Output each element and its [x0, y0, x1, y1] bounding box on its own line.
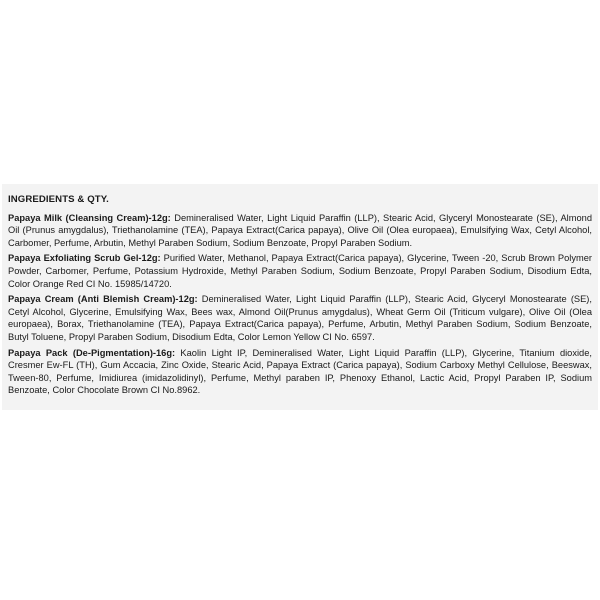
- entry-ingredients: Kaolin Light IP, Demineralised Water, Light Liquid Paraffin (LLP), Glycerine, Titanium dioxide, Cresmer Ew-FL (TH), Gum Accacia, Zinc Oxide, Stearic Acid, Papaya Extract (Carica papaya), Sodium Carboxy Methyl Cellulose, Beeswax, Tween-80, Perfume, Imidiurea (imidazolidinyl), Perfume, Methyl paraben IP, Phenoxy Ethanol, Lactic Acid, Propyl Paraben IP, Sodium Benzoate, Color Chocolate Brown CI No.8962.: [8, 347, 592, 396]
- entry-papaya-scrub-gel: [8, 252, 592, 290]
- entry-name: Papaya Exfoliating Scrub Gel-12g:: [8, 253, 161, 264]
- ingredients-label: [2, 184, 598, 410]
- entry-ingredients: Purified Water, Methanol, Papaya Extract(Carica papaya), Glycerine, Tween -20, Scrub Brown Polymer Powder, Carbomer, Perfume, Potassium Hydroxide, Methyl Paraben Sodium, Sodium Benzoate, Propyl Paraben Sodium, Disodium Edta, Color Orange Red CI No. 15985/14720.: [8, 253, 592, 289]
- entry-ingredients: Demineralised Water, Light Liquid Paraffin (LLP), Stearic Acid, Glyceryl Monostearate (SE), Almond Oil (Prunus amygdalus), Triethanolamine (TEA), Papaya Extract(Carica papaya), Olive Oil (Olea europaea), Emulsifying Wax, Cetyl Alcohol, Carbomer, Perfume, Arbutin, Methyl Paraben Sodium, Sodium Benzoate, Propyl Paraben Sodium.: [8, 212, 593, 248]
- entry-ingredients: Demineralised Water, Light Liquid Paraffin (LLP), Stearic Acid, Glyceryl Monostearate (SE), Cetyl Alcohol, Glycerine, Emulsifying Wax, Bees wax, Almond Oil(Prunus amygdalus), Wheat Germ Oil (Triticum vulgare), Olive Oil (Olea europaea), Borax, Triethanolamine (TEA), Papaya Extract(Carica papaya), Perfume, Arbutin, Methyl Paraben Sodium, Sodium Benzoate, Butyl Toluene, Propyl Paraben Sodium, Disodium Edta, Color Lemon Yellow CI No. 6597.: [8, 294, 592, 342]
- entry-name: Papaya Cream (Anti Blemish Cream)-12g:: [8, 294, 198, 305]
- entry-papaya-pack: [8, 347, 592, 397]
- entry-papaya-milk: [8, 212, 592, 250]
- ingredients-heading: INGREDIENTS & QTY.: [8, 194, 109, 205]
- entry-name: Papaya Pack (De-Pigmentation)-16g:: [8, 347, 176, 358]
- entry-name: Papaya Milk (Cleansing Cream)-12g:: [8, 212, 171, 223]
- entry-papaya-cream: [8, 293, 592, 343]
